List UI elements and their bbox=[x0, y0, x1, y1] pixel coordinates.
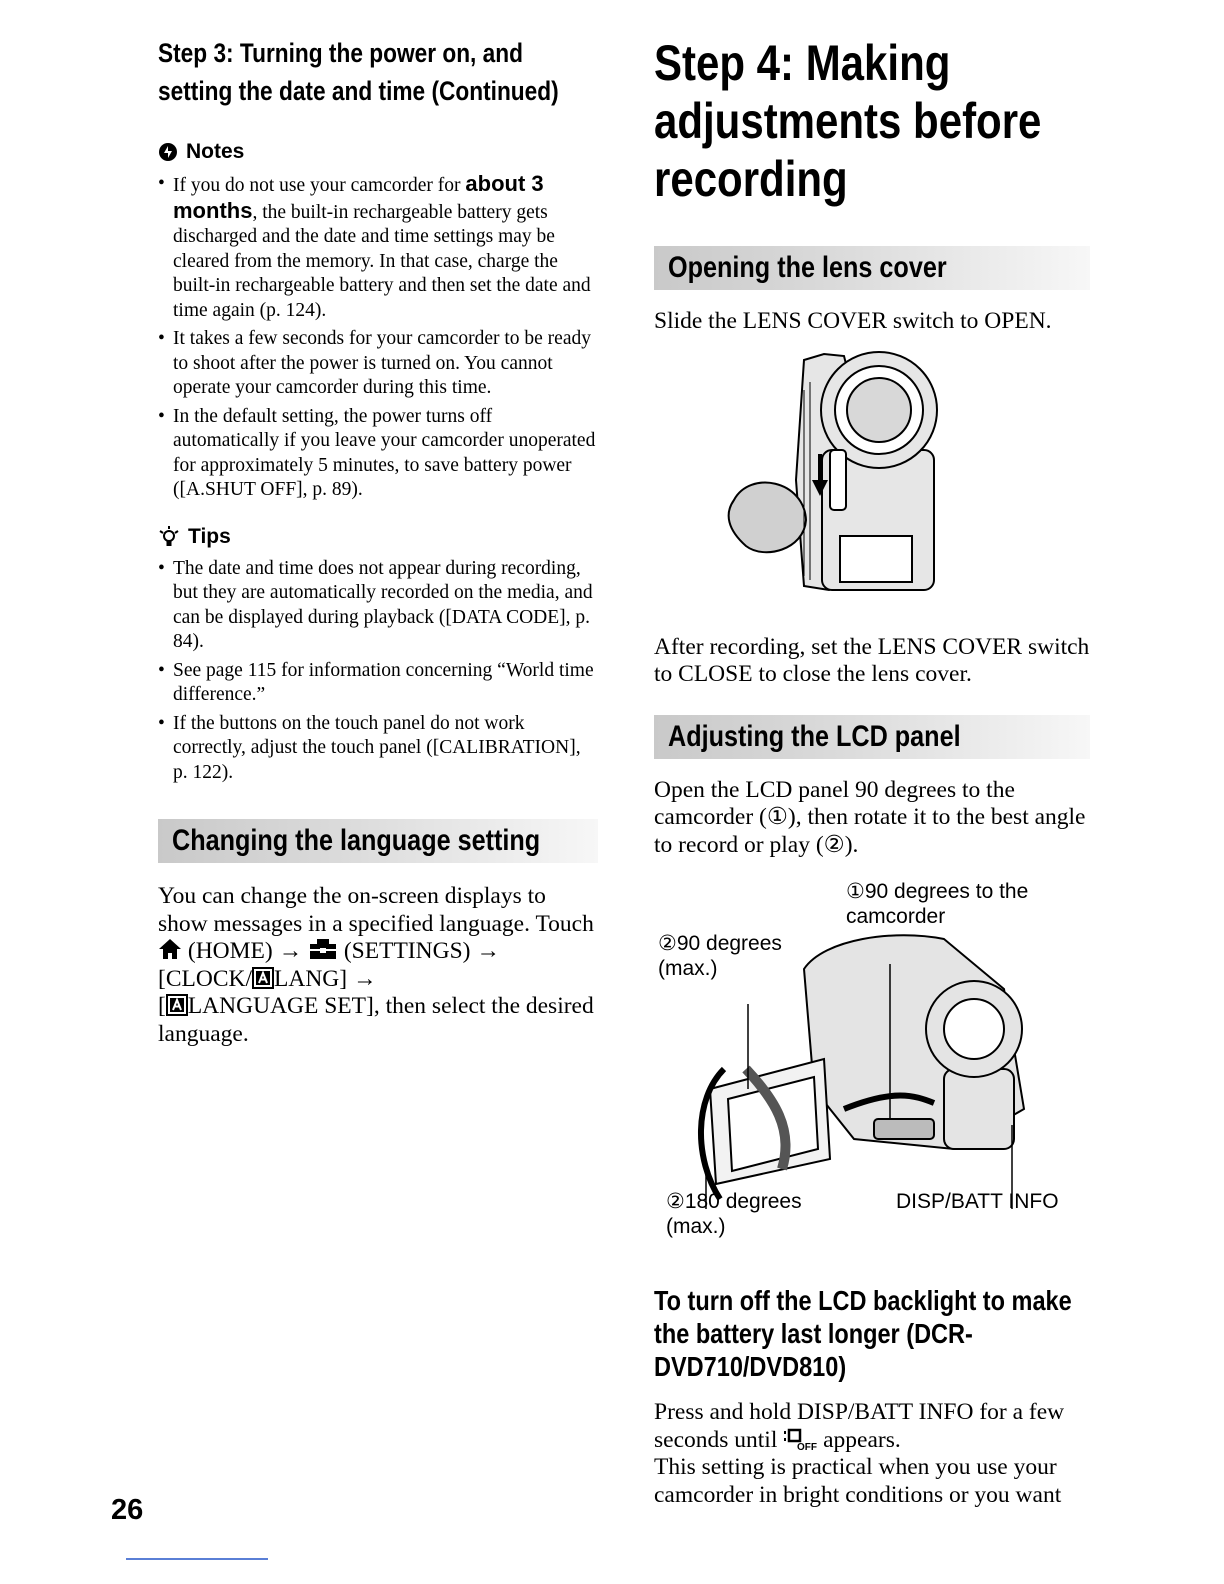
tips-icon bbox=[158, 525, 180, 549]
notes-heading-text: Notes bbox=[186, 140, 245, 163]
backlight-off-icon bbox=[783, 1427, 817, 1451]
left-column bbox=[158, 34, 598, 1048]
label-line: ②180 degrees bbox=[666, 1190, 802, 1213]
note-text: If you do not use your camcorder for bbox=[173, 175, 466, 196]
lcd-section-band bbox=[654, 715, 1090, 759]
footer-divider bbox=[126, 1558, 268, 1560]
clock-lang-icon bbox=[252, 967, 274, 989]
lang-icon bbox=[166, 994, 188, 1016]
language-intro: You can change the on-screen displays to show messages in a specified language. bbox=[158, 883, 546, 937]
touch-word: Touch bbox=[535, 910, 594, 937]
lcd-diagram bbox=[654, 869, 1094, 1254]
label-90-camcorder bbox=[846, 879, 1028, 929]
note-emphasis: about 3 months bbox=[173, 171, 544, 223]
label-line: ①90 degrees to the bbox=[846, 880, 1029, 903]
language-instructions bbox=[158, 883, 598, 1048]
note-text: , the built-in rechargeable battery gets discharged and the date and time settings may be cleared from the memory. In that case, charge the built-in rechargeable battery and then set the date and time again (p. 124). bbox=[173, 201, 591, 321]
svg-text:OFF: OFF bbox=[797, 1441, 818, 1451]
label-line: (max.) bbox=[666, 1215, 726, 1238]
label-disp-batt-info: DISP/BATT INFO bbox=[896, 1190, 1059, 1213]
tips-heading bbox=[158, 525, 598, 549]
lcd-section-heading: Adjusting the LCD panel bbox=[668, 719, 961, 753]
tips-list bbox=[158, 557, 598, 786]
backlight-text bbox=[654, 1399, 1094, 1509]
home-icon bbox=[158, 938, 182, 960]
notes-list bbox=[158, 172, 598, 503]
list-item: • The date and time does not appear during recording, but they are automatically recorded on the media, and can be displayed during playback ([DATA CODE], p. 84). bbox=[158, 557, 598, 655]
settings-label: (SETTINGS) bbox=[343, 938, 471, 964]
notes-icon bbox=[158, 142, 178, 162]
label-180-max bbox=[666, 1189, 802, 1239]
label-line: ②90 degrees bbox=[658, 932, 782, 955]
backlight-text-post: appears. bbox=[823, 1426, 901, 1453]
label-90-max bbox=[658, 931, 782, 981]
continued-section-title: Step 3: Turning the power on, and setting the date and time (Continued) bbox=[158, 38, 559, 106]
label-line: camcorder bbox=[846, 905, 946, 928]
tips-heading-text: Tips bbox=[188, 524, 231, 548]
list-item: • See page 115 for information concerning “World time difference.” bbox=[158, 659, 598, 708]
list-item: • It takes a few seconds for your camcorder to be ready to shoot after the power is turned on. You cannot operate your camcorder during this time. bbox=[158, 327, 598, 401]
page-number: 26 bbox=[111, 1494, 144, 1526]
lang-set-pre: [ bbox=[158, 993, 166, 1019]
clock-lang-post: LANG] → bbox=[274, 965, 377, 992]
backlight-text-2: This setting is practical when you use your camcorder in bright conditions or you want bbox=[654, 1454, 1062, 1508]
home-label: (HOME) → bbox=[187, 938, 303, 964]
lens-after-text: After recording, set the LENS COVER switch to CLOSE to close the lens cover. bbox=[654, 633, 1090, 687]
list-item: • If the buttons on the touch panel do not work correctly, adjust the touch panel ([CALIBRATION], p. 122). bbox=[158, 712, 598, 786]
list-item bbox=[158, 172, 598, 323]
lang-set-post: LANGUAGE SET], then select the desired language. bbox=[158, 993, 594, 1047]
page-title: Step 4: Making adjustments before recording bbox=[654, 35, 1042, 207]
backlight-heading: To turn off the LCD backlight to make the battery last longer (DCR-DVD710/DVD810) bbox=[654, 1285, 1072, 1382]
settings-icon bbox=[308, 938, 338, 960]
language-section-heading: Changing the language setting bbox=[172, 824, 541, 857]
lcd-instruction: Open the LCD panel 90 degrees to the camcorder (①), then rotate it to the best angle to record or play (②). bbox=[654, 776, 1086, 858]
backlight-text-pre: Press and hold DISP/BATT INFO for a few seconds until bbox=[654, 1399, 1065, 1453]
lens-section-heading: Opening the lens cover bbox=[668, 251, 947, 284]
label-line: (max.) bbox=[658, 957, 718, 980]
camcorder-lens-illustration bbox=[654, 350, 1094, 610]
lens-instruction: Slide the LENS COVER switch to OPEN. bbox=[654, 308, 1052, 334]
language-section-band bbox=[158, 819, 598, 863]
right-column bbox=[654, 34, 1094, 1509]
clock-lang-pre: → [CLOCK/ bbox=[158, 938, 500, 992]
list-item: • In the default setting, the power turns off automatically if you leave your camcorder unoperated for approximately 5 minutes, to save battery power ([A.SHUT OFF], p. 89). bbox=[158, 405, 598, 503]
notes-heading bbox=[158, 140, 598, 164]
lens-section-band bbox=[654, 246, 1090, 290]
